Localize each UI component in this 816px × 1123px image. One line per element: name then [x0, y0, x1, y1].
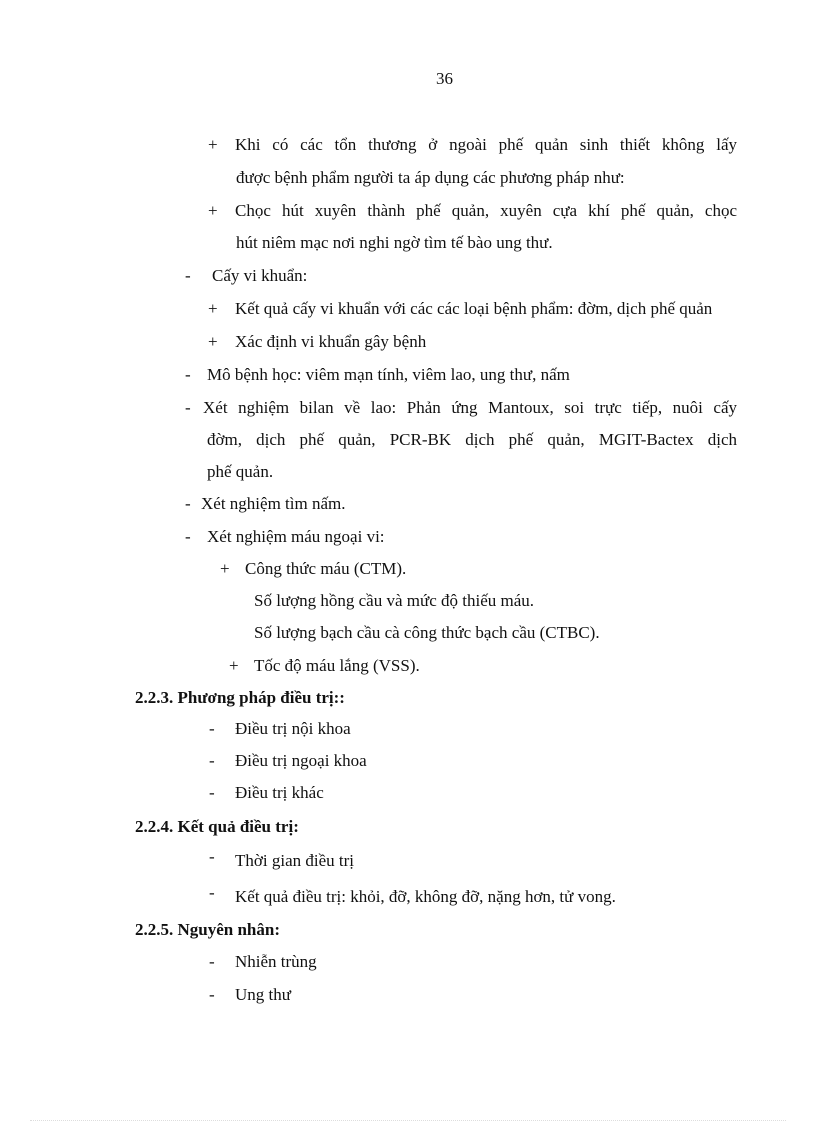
list-item: [208, 331, 426, 353]
list-text: Nhiễn trùng: [235, 952, 317, 971]
list-item: [208, 200, 737, 222]
list-marker: -: [209, 883, 215, 902]
list-text: hút niêm mạc nơi nghi ngờ tìm tế bào ung thư.: [236, 233, 553, 252]
list-marker: -: [185, 398, 191, 417]
list-item: [229, 655, 420, 677]
list-item: [209, 951, 317, 973]
section-heading: 2.2.3. Phương pháp điều trị::: [135, 688, 345, 707]
list-text: đờm, dịch phế quản, PCR-BK dịch phế quản, MGIT-Bactex dịch: [207, 430, 737, 449]
list-marker: -: [209, 751, 215, 770]
list-text: Số lượng bạch cầu cà công thức bạch cầu (CTBC).: [254, 623, 600, 642]
list-item: [207, 461, 273, 483]
list-marker: -: [185, 266, 191, 285]
list-item: [209, 718, 351, 740]
list-text: Tốc độ máu lắng (VSS).: [254, 656, 420, 675]
list-item: [185, 265, 307, 287]
list-marker: +: [208, 299, 218, 318]
list-item: [254, 590, 534, 612]
list-marker: -: [185, 527, 191, 546]
list-text: Mô bệnh học: viêm mạn tính, viêm lao, ung thư, nấm: [207, 365, 570, 384]
list-item: [220, 558, 406, 580]
list-marker: -: [209, 952, 215, 971]
list-item: [209, 984, 291, 1006]
list-text: Ung thư: [235, 985, 291, 1004]
list-item: [209, 883, 616, 908]
list-marker: -: [209, 847, 215, 866]
list-text: Điều trị nội khoa: [235, 719, 351, 738]
list-text: Kết quả điều trị: khỏi, đỡ, không đỡ, nặng hơn, tử vong.: [235, 887, 616, 906]
list-marker: +: [208, 135, 218, 154]
list-item: [208, 298, 712, 320]
list-marker: -: [209, 783, 215, 802]
section-heading: 2.2.4. Kết quả điều trị:: [135, 817, 299, 836]
list-marker: +: [229, 656, 239, 675]
list-text: Số lượng hồng cầu và mức độ thiếu máu.: [254, 591, 535, 610]
list-item: [185, 364, 570, 386]
list-text: Xét nghiệm tìm nấm.: [201, 494, 346, 513]
list-text: phế quản.: [207, 462, 274, 481]
list-item: [185, 526, 385, 548]
list-item: [236, 167, 625, 189]
page-bottom-divider: [30, 1120, 786, 1121]
list-item: [236, 232, 553, 254]
list-marker: +: [208, 332, 218, 351]
list-marker: -: [185, 365, 191, 384]
list-marker: -: [209, 719, 215, 738]
list-item: [254, 622, 600, 644]
list-text: Kết quả cấy vi khuẩn với các các loại bệnh phẩm: đờm, dịch phế quản: [235, 299, 713, 318]
list-item: [209, 847, 354, 872]
list-item: [208, 134, 737, 156]
list-text: Xét nghiệm máu ngoại vi:: [207, 527, 385, 546]
list-text: Chọc hút xuyên thành phế quản, xuyên cựa khí phế quản, chọc: [235, 201, 737, 220]
page-number: 36: [436, 69, 453, 88]
list-item: [185, 493, 345, 515]
list-text: được bệnh phẩm người ta áp dụng các phương pháp như:: [236, 168, 625, 187]
list-marker: -: [209, 985, 215, 1004]
list-marker: +: [208, 201, 218, 220]
list-item: [185, 397, 737, 419]
list-text: Cấy vi khuẩn:: [212, 266, 308, 285]
list-text: Điều trị khác: [235, 783, 324, 802]
list-marker: +: [220, 559, 230, 578]
list-text: Khi có các tổn thương ở ngoài phế quản sinh thiết không lấy: [235, 135, 737, 154]
list-text: Xác định vi khuẩn gây bệnh: [235, 332, 427, 351]
list-text: Xét nghiệm bilan về lao: Phản ứng Mantoux, soi trực tiếp, nuôi cấy: [203, 398, 737, 417]
list-marker: -: [185, 494, 191, 513]
list-text: Điều trị ngoại khoa: [235, 751, 367, 770]
list-text: Thời gian điều trị: [235, 851, 354, 870]
list-item: [207, 429, 737, 451]
section-heading: 2.2.5. Nguyên nhân:: [135, 920, 281, 939]
list-item: [209, 750, 367, 772]
list-item: [209, 782, 324, 804]
list-text: Công thức máu (CTM).: [245, 559, 407, 578]
